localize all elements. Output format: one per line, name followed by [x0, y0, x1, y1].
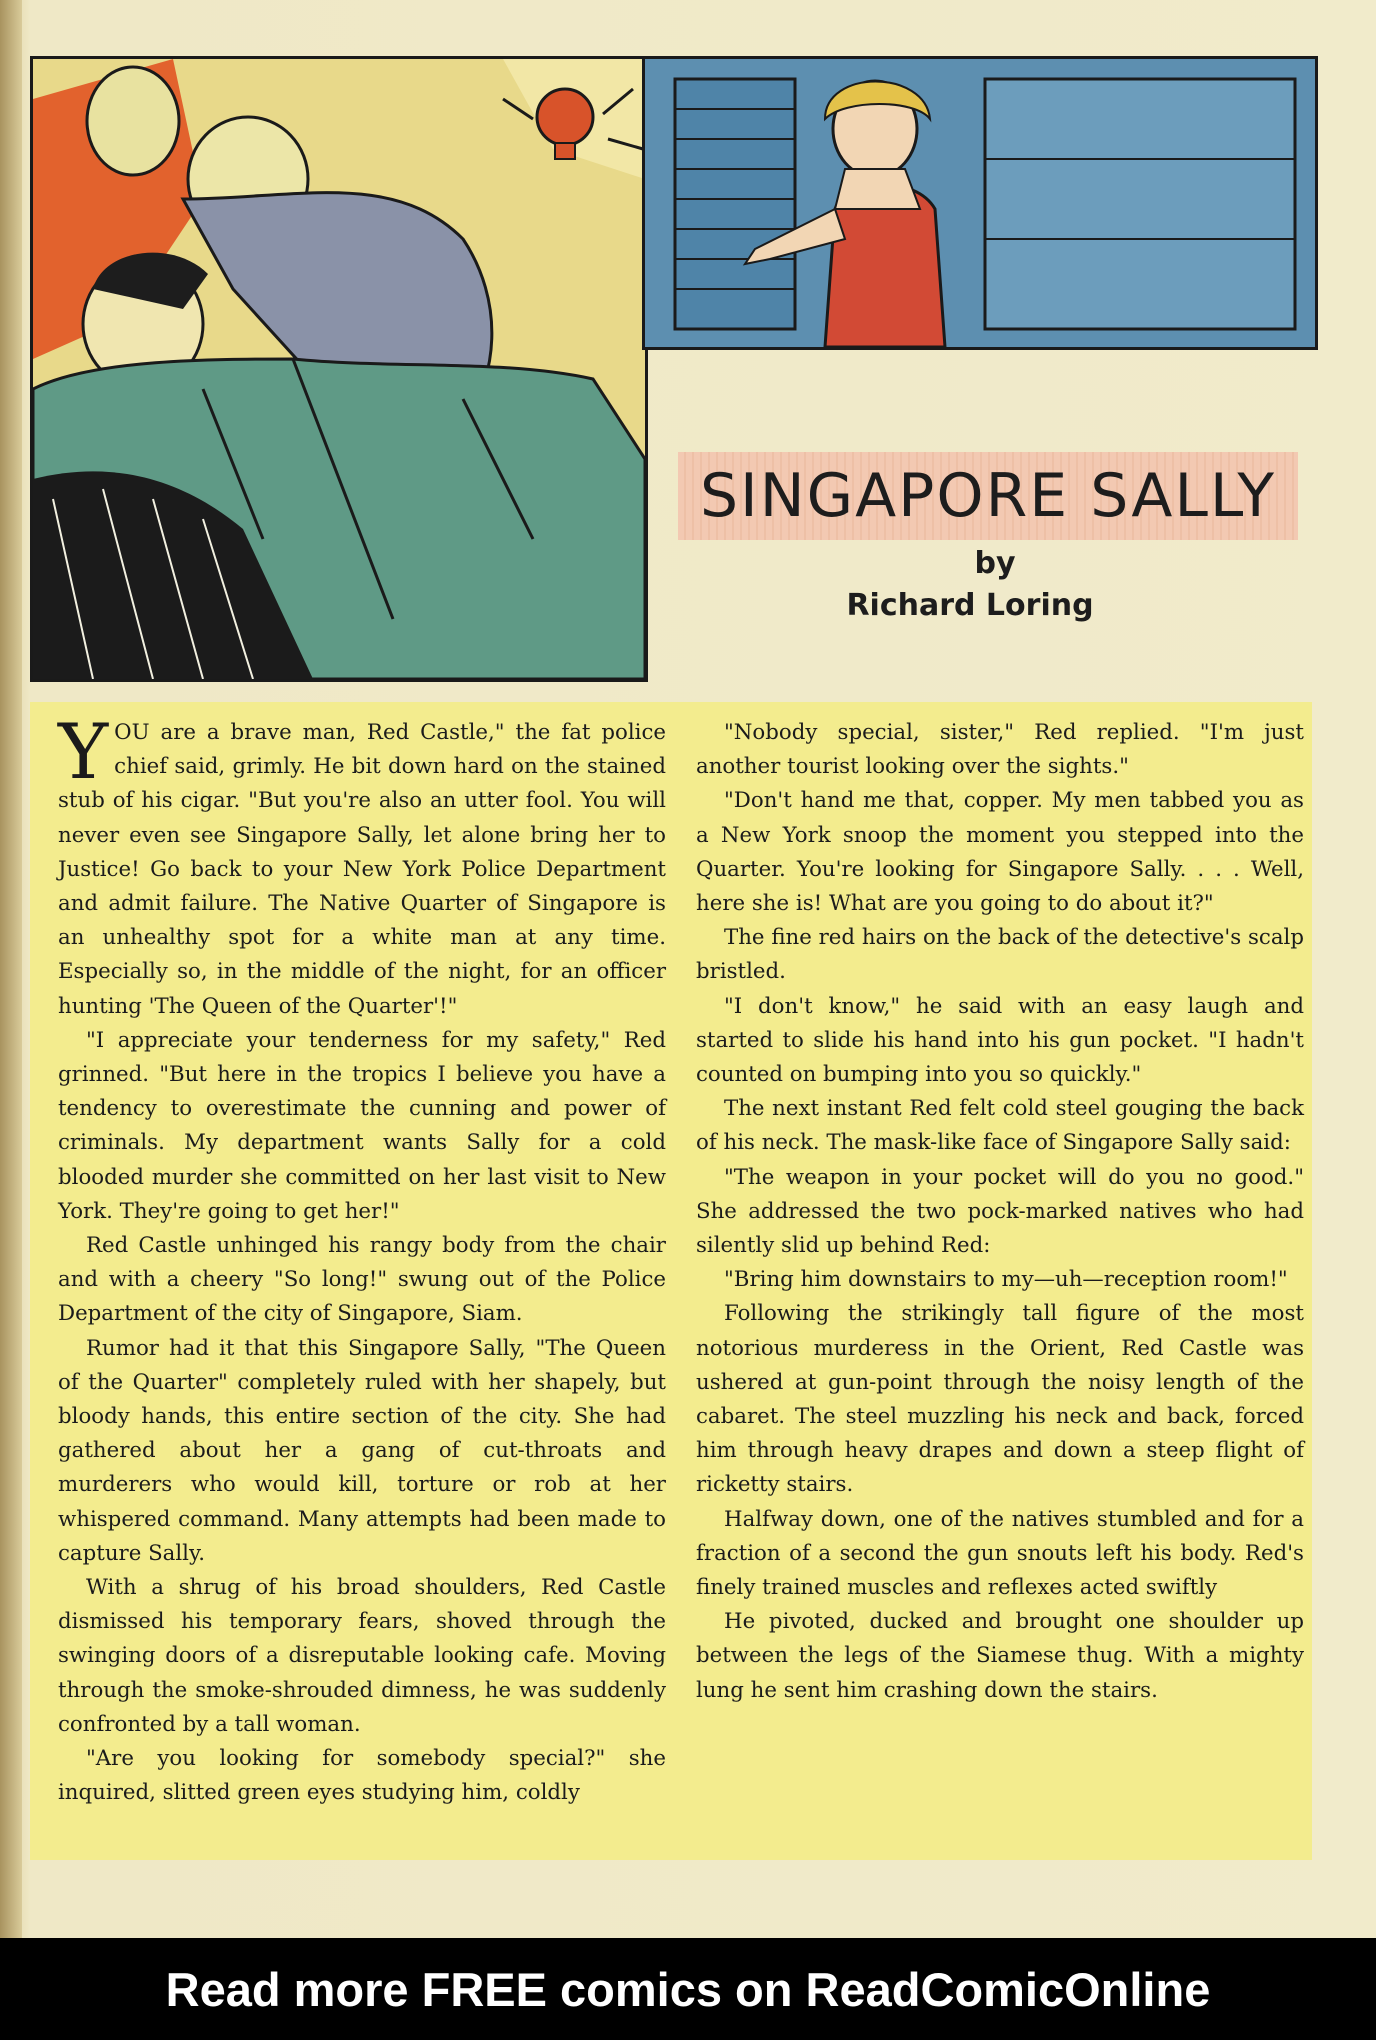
story-title: SINGAPORE SALLY — [678, 452, 1298, 540]
paragraph: "I appreciate your tenderness for my safety," Red grinned. "But here in the tropics I believe you have a tendency to overestimate the cunning and power of criminals. My department wants Sally for a cold blooded murder she committed on her last visit to New York. They're going to get her!" — [58, 1027, 666, 1224]
paragraph: Red Castle unhinged his rangy body from the chair and with a cheery "So long!" swung out of the Police Department of the city of Singapore, Siam. — [58, 1233, 666, 1327]
sally-scene-art — [645, 59, 1315, 347]
paragraph-text: OU are a brave man, Red Castle," the fat police chief said, grimly. He bit down hard on the stained stub of his cigar. "But you're also an utter fool. You will never even see Singapore Sally, let alone bring her to Justice! Go back to your New York Police Department and admit failure. The Native Quarter of Singapore is an unhealthy spot for a white man at any time. Especially so, in the middle of the night, for an officer hunting 'The Queen of the Quarter'!" — [58, 720, 666, 1019]
paragraph: He pivoted, ducked and brought one shoulder up between the legs of the Siamese thug. With a mighty lung he sent him crashing down the stairs. — [696, 1609, 1304, 1703]
author-name: Richard Loring — [846, 588, 1094, 623]
illustration-panel-sally — [642, 56, 1318, 350]
paragraph: "I don't know," he said with an easy laugh and started to slide his hand into his gun pocket. "I hadn't counted on bumping into you so quickly." — [696, 993, 1304, 1088]
text-column-left — [58, 707, 666, 1811]
paragraph: The next instant Red felt cold steel gouging the back of his neck. The mask-like face of Singapore Sally said: — [696, 1096, 1304, 1156]
paragraph: Following the strikingly tall figure of the most notorious murderess in the Orient, Red Castle was ushered at gun-point through the noisy length of the cabaret. The steel muzzling his neck and back, forced him through heavy drapes and down a steep flight of ricketty stairs. — [696, 1301, 1304, 1498]
paragraph: "Nobody special, sister," Red replied. "I'm just another tourist looking over the sights." — [696, 720, 1304, 780]
paragraph: "Bring him downstairs to my—uh—reception room!" — [724, 1267, 1288, 1293]
paragraph: Rumor had it that this Singapore Sally, "The Queen of the Quarter" completely ruled with her shapely, but bloody hands, this entire section of the city. She had gathered about her a gang of cut-throats and murderers who would kill, torture or rob at her whispered command. Many attempts had been made to capture Sally. — [58, 1335, 666, 1566]
paragraph: "Don't hand me that, copper. My men tabbed you as a New York snoop the moment you stepped into the Quarter. You're looking for Singapore Sally. . . . Well, here she is! What are you going to do about it?" — [696, 788, 1304, 917]
promo-banner[interactable] — [0, 1938, 1376, 2040]
promo-banner-text[interactable]: Read more FREE comics on ReadComicOnline — [165, 1962, 1211, 2016]
paragraph: The fine red hairs on the back of the detective's scalp bristled. — [696, 925, 1304, 985]
page-gutter — [0, 0, 22, 1938]
paragraph: Halfway down, one of the natives stumbled and for a fraction of a second the gun snouts left his body. Red's finely trained muscles and reflexes acted swiftly — [696, 1506, 1304, 1601]
paragraph: With a shrug of his broad shoulders, Red Castle dismissed his temporary fears, shoved through the swinging doors of a disreputable looking cafe. Moving through the smoke-shrouded dimness, he was suddenly confronted by a tall woman. — [58, 1575, 666, 1737]
paragraph — [58, 707, 666, 1024]
paragraph: "Are you looking for somebody special?" she inquired, slitted green eyes studying him, coldly — [58, 1746, 666, 1806]
fight-scene-art — [33, 59, 645, 679]
illustration-panel-fight — [30, 56, 648, 682]
text-column-right — [696, 716, 1304, 1708]
paragraph: "The weapon in your pocket will do you no good." She addressed the two pock-marked natives who had silently slid up behind Red: — [696, 1164, 1304, 1259]
byline: by — [974, 546, 1016, 581]
drop-cap: Y — [58, 707, 109, 796]
